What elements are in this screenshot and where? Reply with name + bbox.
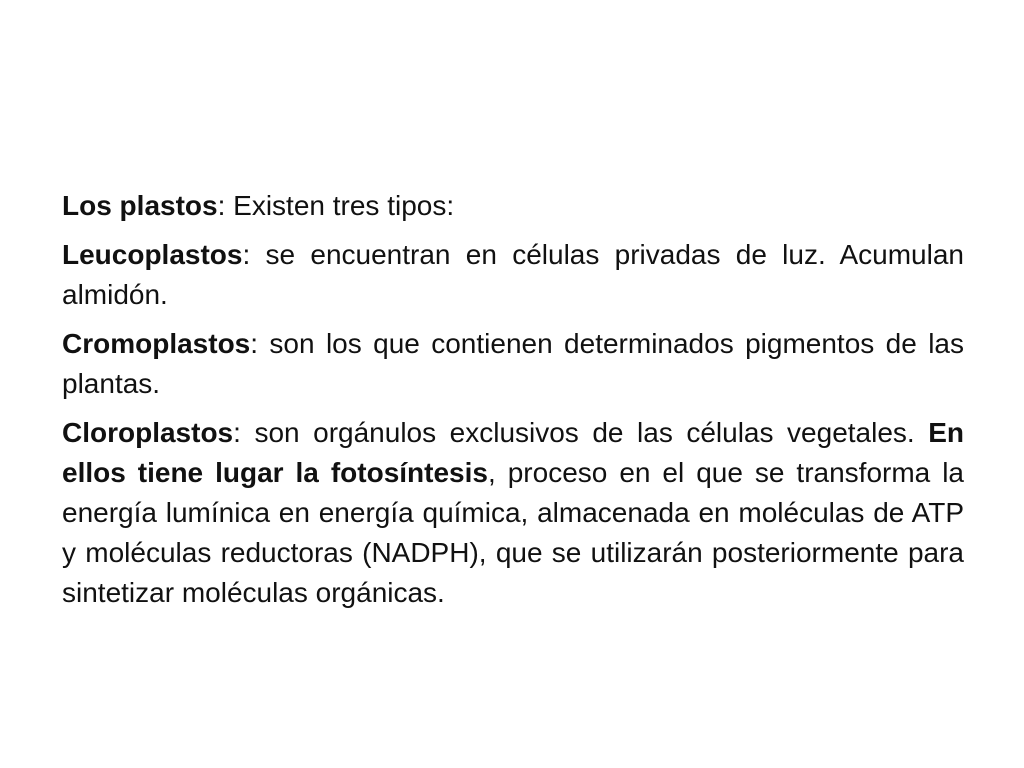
paragraph-cloroplastos <box>62 413 964 613</box>
slide-body <box>62 186 964 622</box>
definition-cloroplastos-end: , proceso en el que se transforma la energía lumínica en energía química, almacenada en moléculas de ATP y moléculas reductoras (NADPH), que se utilizarán posteriormente para sintetizar moléculas orgánicas. <box>62 457 965 608</box>
term-cloroplastos: Cloroplastos <box>62 417 234 448</box>
emphasis-fotosintesis: En ellos tiene lugar la fotosíntesis <box>62 417 964 488</box>
term-plastos: Los plastos <box>62 190 218 221</box>
term-leucoplastos: Leucoplastos <box>62 239 243 270</box>
term-cromoplastos: Cromoplastos <box>62 328 251 359</box>
paragraph-cromoplastos <box>62 324 964 404</box>
definition-cloroplastos-start: : son orgánulos exclusivos de las células vegetales. <box>233 417 929 448</box>
definition-cromoplastos: : son los que contienen determinados pigmentos de las plantas. <box>62 328 964 399</box>
paragraph-leucoplastos <box>62 235 964 315</box>
definition-plastos: : Existen tres tipos: <box>217 190 455 221</box>
definition-leucoplastos: : se encuentran en células privadas de luz. Acumulan almidón. <box>62 239 964 310</box>
paragraph-plastos <box>62 186 964 226</box>
